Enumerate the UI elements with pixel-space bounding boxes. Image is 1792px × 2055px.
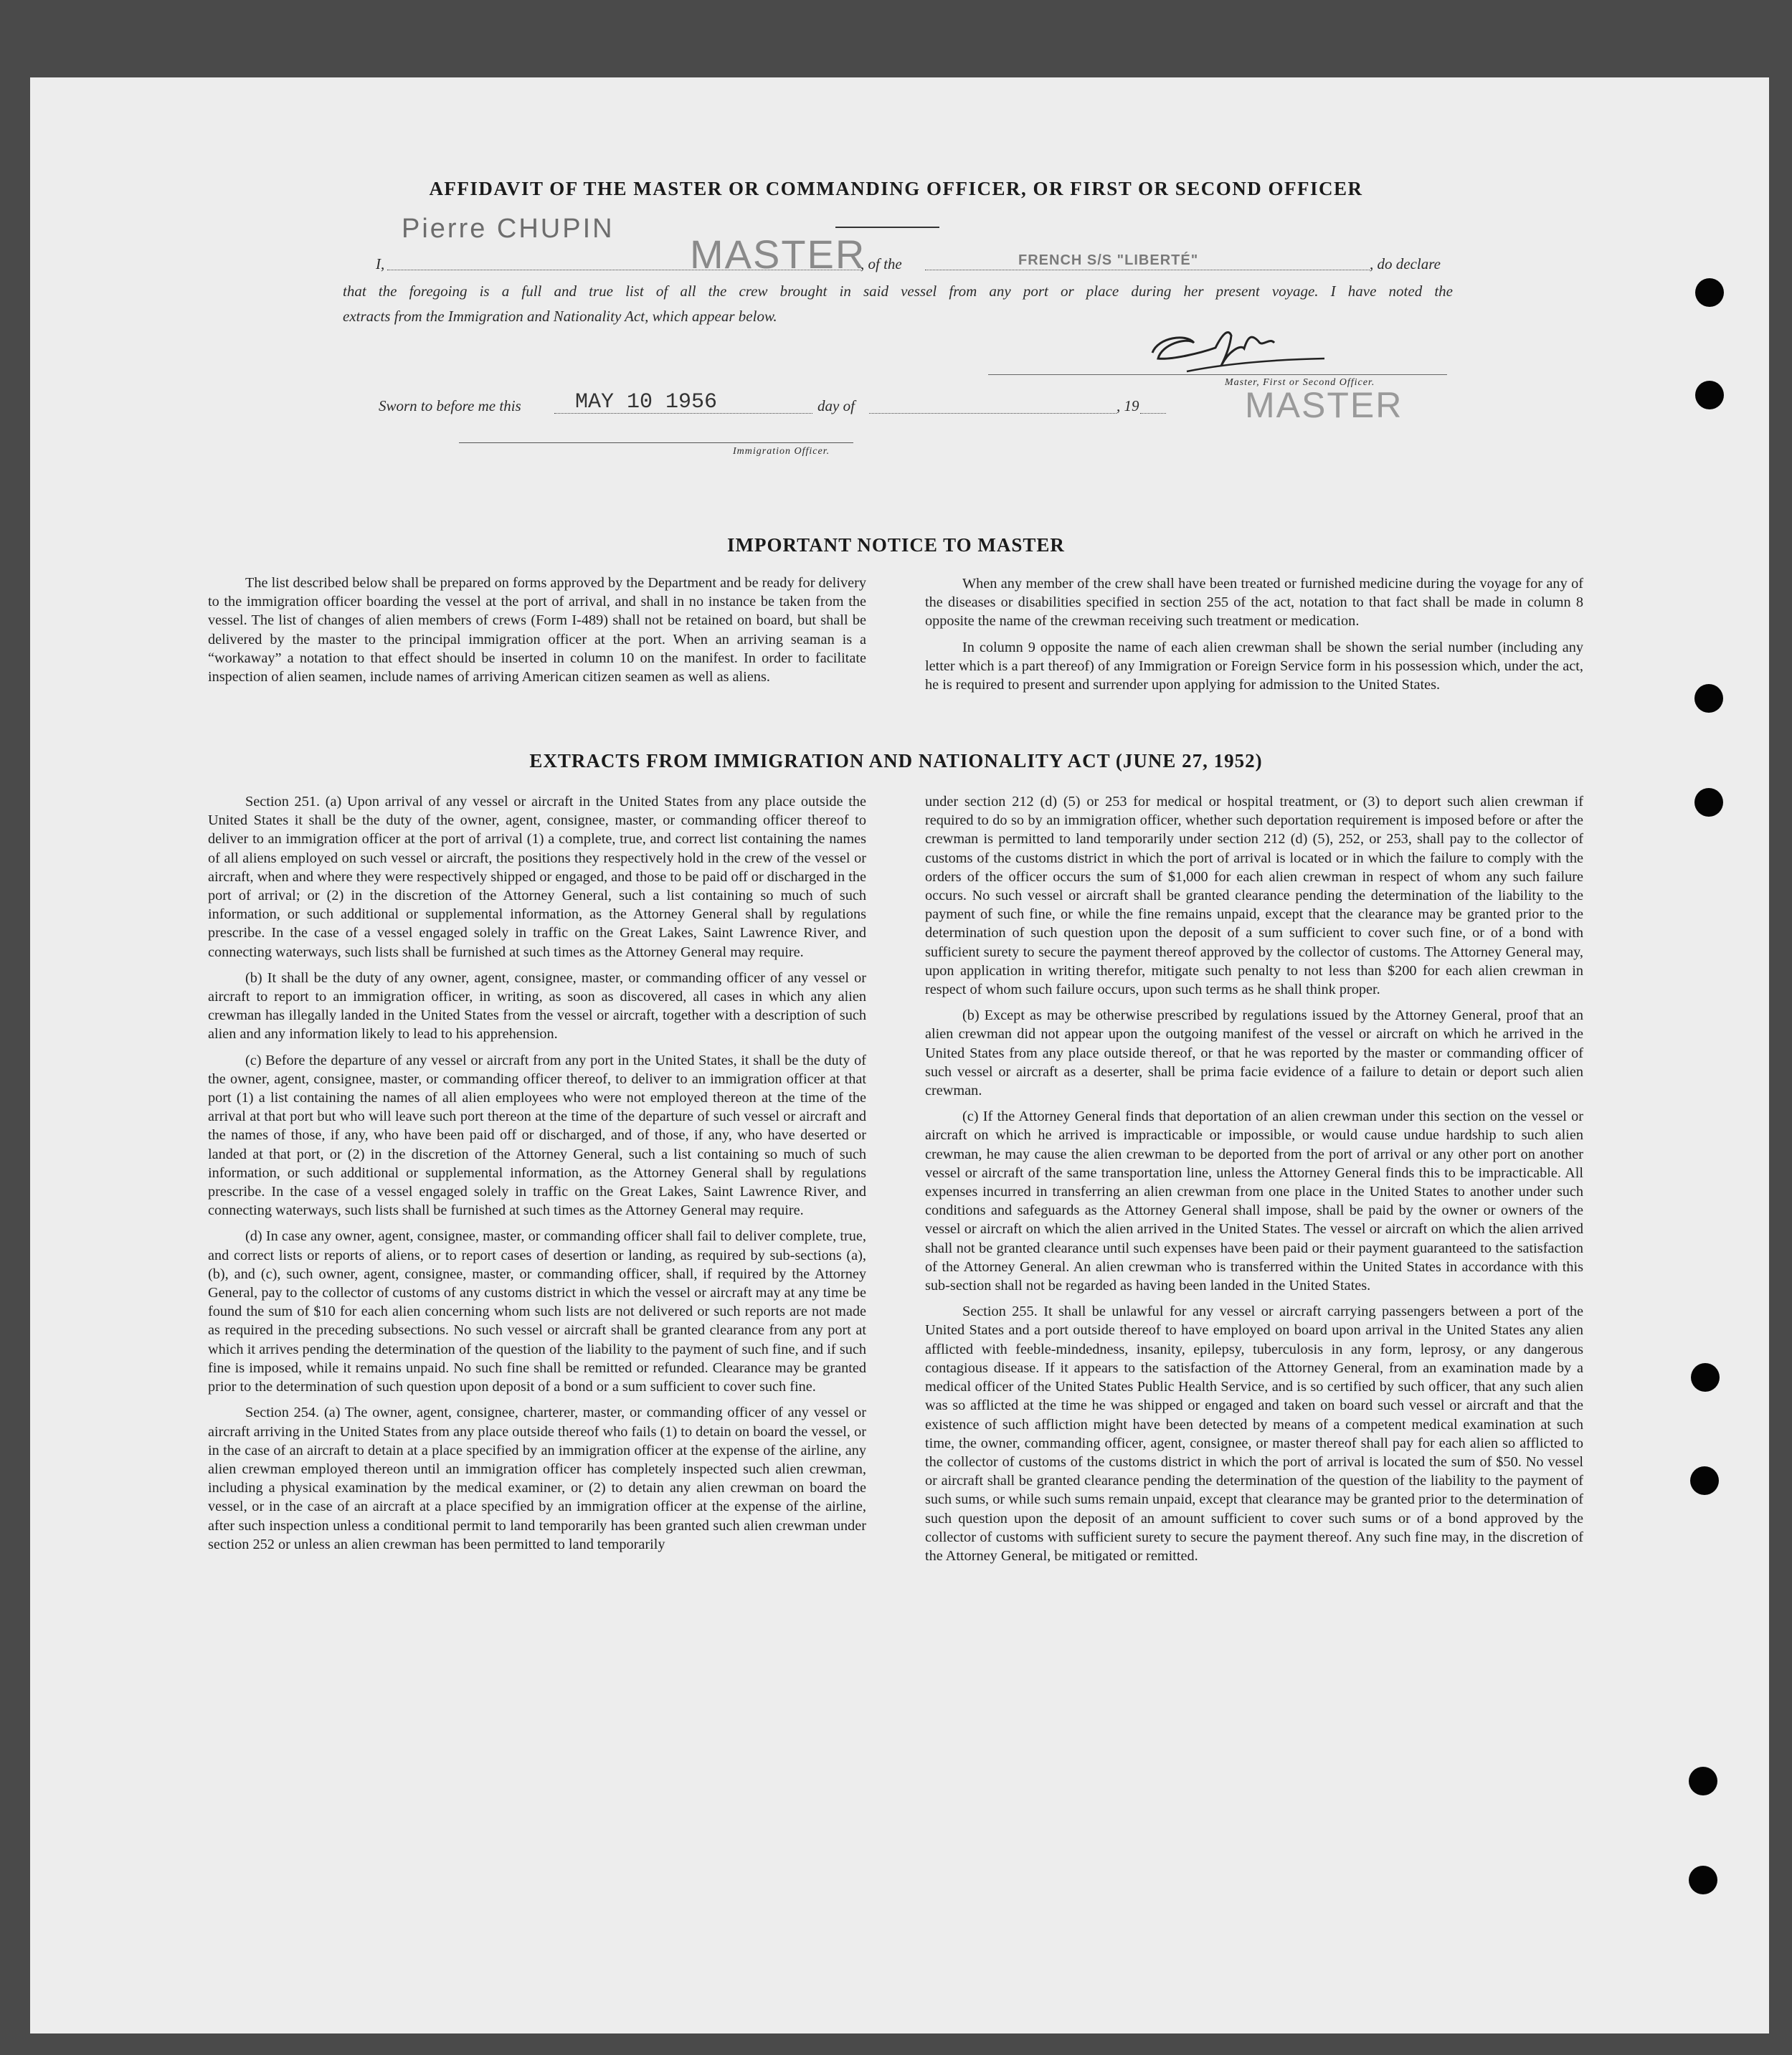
notice-title: IMPORTANT NOTICE TO MASTER	[727, 534, 1065, 556]
statement-line-2: extracts from the Immigration and Nationality Act, which appear below.	[343, 308, 777, 325]
section-251-b: (b) It shall be the duty of any owner, agent, consignee, master, or commanding officer of any vessel or aircraft to report to an immigration officer, in writing, as soon as discovered, all cases in which any alien crewman has illegally landed in the United States from the vessel or aircraft, together with a description of such alien and any information likely to lead to his apprehension.	[208, 969, 866, 1043]
punch-hole	[1694, 788, 1723, 817]
of-the-label: , of the	[861, 255, 902, 272]
vessel-stamp: FRENCH S/S "LIBERTÉ"	[1018, 252, 1199, 268]
year-label: , 19	[1117, 397, 1139, 414]
section-251-c: (c) Before the departure of any vessel or aircraft from any port in the United States, it shall be the duty of the owner, agent, consignee, master, or commanding officer thereof, to deliver to an immigration officer at that port (1) a list containing the names of all alien employees who were not employed thereon at the time of the arrival at that port but who will leave such port thereon at the time of the departure of such vessel or aircraft and the names of those, if any, who have been paid off or discharged, and of those, if any, who have deserted or landed at that port, or (2) in the discretion of the Attorney General, such a list containing so much of such information, or such additional or supplemental information, as the Attorney General shall by regulations prescribe. In the case of a vessel engaged solely in traffic on the Great Lakes, Saint Lawrence River, and connecting waterways, such lists shall be furnished at such times as the Attorney General may require.	[208, 1052, 866, 1219]
punch-hole	[1689, 1866, 1717, 1894]
section-251-a: Section 251. (a) Upon arrival of any vessel or aircraft in the United States from any place outside the United States it shall be the duty of the owner, agent, consignee, master, or commanding officer thereof to deliver to an immigration officer at the port of arrival (1) a complete, true, and correct list containing the names of all aliens employed on such vessel or aircraft, the positions they respectively hold in the crew of the vessel or aircraft, when and where they were respectively shipped or engaged, and those to be paid off or discharged in the port of arrival; or (2) in the discretion of the Attorney General, such a list containing so much of such information, or such additional or supplemental information, as the Attorney General shall by regulations prescribe. In the case of a vessel engaged solely in traffic on the Great Lakes, Saint Lawrence River, and connecting waterways, such lists shall be furnished at such times as the Attorney General may require.	[208, 794, 866, 960]
extracts-title: EXTRACTS FROM IMMIGRATION AND NATIONALITY ACT (JUNE 27, 1952)	[529, 750, 1263, 772]
section-254-a: Section 254. (a) The owner, agent, consignee, charterer, master, or commanding officer of any vessel or aircraft arriving in the United States from any place outside thereof who fails (1) to detain on board the vessel, or in the case of an aircraft to detain at a place specified by an immigration officer at the expense of the airline, any alien crewman employed thereon until an immigration officer has completely inspected such alien crewman, including a physical examination by the medical examiner, or (2) to detain any alien crewman on board the vessel, or in the case of an aircraft at a place specified by an immigration officer at the expense of the airline, after such inspection unless a conditional permit to land temporarily has been granted such alien crewman under section 252 or unless an alien crewman has been permitted to land temporarily	[208, 1405, 866, 1552]
punch-hole	[1691, 1363, 1720, 1392]
punch-hole	[1690, 1466, 1719, 1495]
punch-hole	[1695, 278, 1724, 307]
title-stamp: MASTER	[690, 232, 866, 277]
master-signature	[1144, 315, 1330, 380]
year-line	[1140, 413, 1166, 414]
punch-hole	[1694, 684, 1723, 713]
section-255: Section 255. It shall be unlawful for any vessel or aircraft carrying passengers between a port of the United States and a port outside thereof to have employed on board upon arrival in the United States any alien afflicted with feeble-mindedness, insanity, epilepsy, tuberculosis in any form, leprosy, or any dangerous contagious disease. If it appears to the satisfaction of the Attorney General, from an examination made by a medical officer of the United States Public Health Service, and is so certified by such officer, that any such alien was so afflicted at the time he was shipped or engaged and taken on board such vessel or aircraft and that the existence of such affliction might have been detected by means of a competent medical examination at such time, the owner, commanding officer, agent, consignee, or master thereof shall pay for each alien so afflicted to the collector of customs of the customs district in which the port of arrival is located the sum of $50. No vessel or aircraft shall be granted clearance pending the determination of the question of the liability to the payment of such sums, or while such sums remain unpaid, except that clearance may be granted prior to the determination of such question upon the deposit of an amount sufficient to cover such sums or of a bond approved by the collector of customs with sufficient surety to secure the payment thereof. Any such fine may, in the discretion of the Attorney General, be mitigated or remitted.	[925, 1304, 1583, 1564]
notice-right-column	[925, 574, 1583, 701]
title-rule	[835, 227, 939, 228]
officer-line	[459, 442, 853, 443]
day-of-label: day of	[817, 397, 855, 414]
master-stamp: MASTER	[1245, 385, 1403, 425]
i-label: I,	[376, 255, 385, 272]
sworn-label: Sworn to before me this	[379, 397, 521, 414]
name-stamp: Pierre CHUPIN	[402, 214, 615, 244]
section-251-d: (d) In case any owner, agent, consignee, master, or commanding officer shall fail to deliver complete, true, and correct lists or reports of aliens, or to report cases of desertion or landing, as required by sub-sections (a), (b), and (c), such owner, agent, consignee, master, or commanding officer, shall, if required by the Attorney General, pay to the collector of customs of any customs district in which the vessel or aircraft may at any time be found the sum of $10 for each alien concerning whom such lists are not delivered or such reports are not made as required in the preceding subsections. No such vessel or aircraft shall be granted clearance from any port at which it arrives pending the determination of the question of the liability to the payment of such fine, and if such fine is imposed, while it remains unpaid. No such fine shall be remitted or refunded. Clearance may be granted prior to the determination of such question upon deposit of a bond or a sum sufficient to cover such fine.	[208, 1228, 867, 1395]
affidavit-title: AFFIDAVIT OF THE MASTER OR COMMANDING OFFICER, OR FIRST OR SECOND OFFICER	[429, 178, 1363, 199]
section-254-a-continued: under section 212 (d) (5) or 253 for medical or hospital treatment, or (3) to deport such alien crewman if required to do so by an immigration officer, whether such deportation requirement is imposed before or after the crewman is permitted to land temporarily under section 212 (d) (5), 252, or 253, shall pay to the collector of customs of the customs district in which the port of arrival is located or in which the failure to comply with the orders of the officer occurs the sum of $1,000 for each alien crewman in respect of whom any such failure occurs. No such vessel or aircraft shall be granted clearance pending the determination of the liability to the payment of such fine, or while the fine remains unpaid, except that the clearance may be granted prior to the determination of such question upon the deposit of a sum sufficient to cover such fine, or of a bond with sufficient surety to secure the payment thereof approved by the collector of customs. The Attorney General may, upon application in writing therefor, mitigate such penalty to not less than $200 for each alien crewman in respect of whom such failure occurs, upon such terms as he shall think proper.	[925, 794, 1583, 998]
statement-line-1: that the foregoing is a full and true list of all the crew brought in said vessel from any port or place during her present voyage. I have noted the	[343, 283, 1453, 300]
signature-caption: Master, First or Second Officer.	[1225, 377, 1375, 388]
notice-paragraph: When any member of the crew shall have been treated or furnished medicine during the voyage for any of the diseases or disabilities specified in section 255 of the act, notation to that fact shall be made in column 8 opposite the name of the crewman receiving such treatment or medication.	[925, 576, 1583, 630]
section-254-b: (b) Except as may be otherwise prescribed by regulations issued by the Attorney General, proof that an alien crewman did not appear upon the outgoing manifest of the vessel or aircraft on which he arrived in the United States from any place outside thereof, or that he was reported by the master or commanding officer of such vessel or aircraft as a deserter, shall be prima facie evidence of a failure to detain or deport such alien crewman.	[925, 1007, 1583, 1099]
signature-line	[988, 374, 1447, 375]
punch-hole	[1695, 381, 1724, 409]
extracts-left-column	[208, 792, 866, 1561]
punch-hole	[1689, 1767, 1717, 1795]
do-declare-label: , do declare	[1370, 255, 1441, 272]
notice-left-column	[208, 574, 866, 693]
officer-caption: Immigration Officer.	[733, 446, 830, 457]
month-line	[869, 413, 1117, 414]
notice-paragraph: In column 9 opposite the name of each alien crewman shall be shown the serial number (including any letter which is a part thereof) of any Immigration or Foreign Service form in his possession which, under the act, he is required to present and surrender upon applying for admission to the United States.	[925, 639, 1583, 693]
section-254-c: (c) If the Attorney General finds that deportation of an alien crewman under this section on the vessel or aircraft on which he arrived is impracticable or impossible, or would cause undue hardship to such alien crewman, he may cause the alien crewman to be deported from the port of arrival or any other port on another vessel or aircraft of the same transportation line, unless the Attorney General finds this to be impracticable. All expenses incurred in transferring an alien crewman from one place in the United States to another under such conditions and safeguards as the Attorney General shall impose, shall be paid by the owner or owners of the vessel or aircraft on which the alien arrived in the United States. The vessel or aircraft on which the alien arrived shall not be granted clearance until such expenses have been paid or their payment guaranteed to the satisfaction of the Attorney General. An alien crewman who is transferred within the United States in accordance with this sub-section shall not be regarded as having been landed in the United States.	[925, 1109, 1583, 1294]
extracts-right-column	[925, 792, 1583, 1572]
notice-paragraph: The list described below shall be prepared on forms approved by the Department and be ready for delivery to the immigration officer boarding the vessel at the port of arrival, and shall in no instance be taken from the vessel. The list of changes of alien members of crews (Form I-489) shall not be retained on board, but shall be delivered by the master to the principal immigration officer at the port. When an arriving seaman is a “workaway” a notation to that effect should be inserted in column 10 on the manifest. In order to facilitate inspection of alien seamen, include names of arriving American citizen seamen as well as aliens.	[208, 575, 866, 685]
sworn-date-stamp: MAY 10 1956	[575, 390, 718, 414]
